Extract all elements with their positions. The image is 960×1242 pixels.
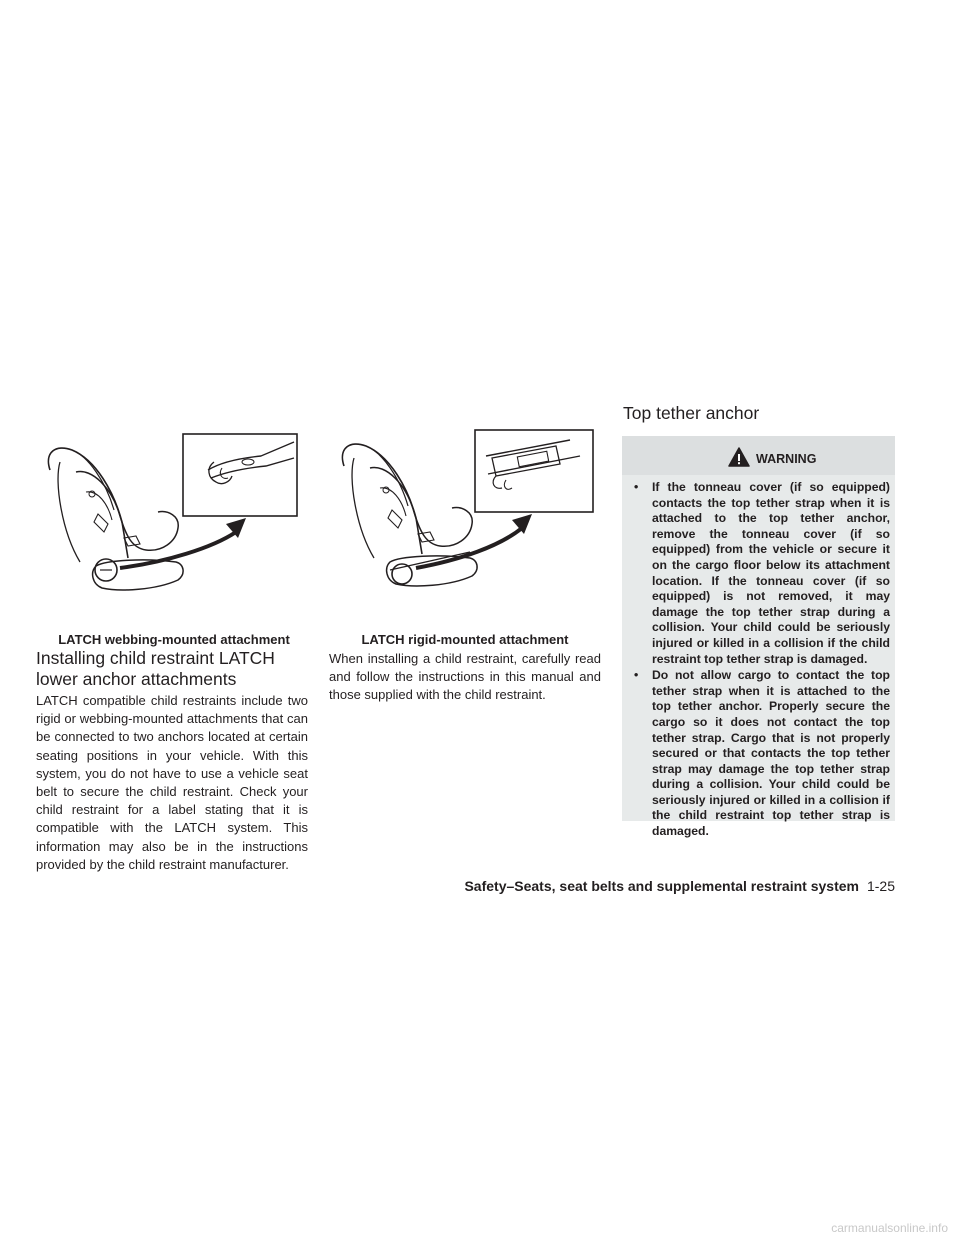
warning-header	[622, 436, 895, 475]
warning-box	[622, 436, 895, 839]
bullet-icon: •	[634, 480, 639, 494]
bullet-icon: •	[634, 668, 639, 683]
warning-item-text: Do not allow cargo to contact the top tether strap when it is attached to the top tether anchor. Properly secure the cargo so it does not contact the top tether strap. Cargo that is not properly secured or that contacts the top tether strap may damage the top tether strap during a collision. Your child could be seriously injured or killed in a collision if the child restraint top tether strap is damaged.	[652, 668, 890, 839]
warning-item-text: If the tonneau cover (if so equipped) contacts the top tether strap when it is attached to the top tether anchor, remove the tonneau cover (if so equipped) from the vehicle or secure it on the cargo floor below its attachment location. If the tonneau cover (if so equipped) is not removed, it may damage the top tether strap during a collision. Your child could be seriously injured or killed in a collision if the child restraint top tether strap is damaged.	[652, 480, 890, 666]
warning-list	[632, 480, 890, 841]
page-footer	[0, 878, 895, 894]
footer-chapter-title: Safety–Seats, seat belts and supplemental restraint system	[464, 878, 859, 894]
warning-label: WARNING	[756, 452, 817, 466]
figure-caption-webbing: LATCH webbing-mounted attachment	[58, 632, 290, 647]
seat-illustration-webbing	[36, 432, 306, 607]
latch-description: LATCH compatible child restraints include two rigid or webbing-mounted attachments that can be connected to two anchors located at certain seating positions in your vehicle. With this system, you do not have to use a vehicle seat belt to secure the child restraint. Check your child restraint for a label stating that it is compatible with the LATCH system. This information may also be in the instructions provided by the child restraint manufacturer.	[36, 693, 308, 872]
section-title-line2: lower anchor attachments	[36, 669, 237, 689]
warning-item	[632, 668, 890, 840]
figure-caption-rigid: LATCH rigid-mounted attachment	[361, 632, 569, 647]
warning-triangle-icon	[728, 447, 750, 467]
install-instructions: When installing a child restraint, carefully read and follow the instructions in this manual and those supplied with the child restraint.	[329, 651, 601, 703]
seat-illustration-rigid	[330, 428, 605, 603]
section-title-line1: Installing child restraint LATCH	[36, 648, 275, 668]
watermark-text: carmanualsonline.info	[831, 1221, 948, 1235]
figure-latch-webbing	[36, 432, 306, 607]
warning-item	[632, 480, 890, 667]
footer-page-number: 1-25	[866, 878, 895, 894]
section-title-top-tether: Top tether anchor	[623, 403, 760, 423]
section-title-latch	[36, 648, 316, 690]
figure-latch-rigid	[330, 428, 605, 603]
